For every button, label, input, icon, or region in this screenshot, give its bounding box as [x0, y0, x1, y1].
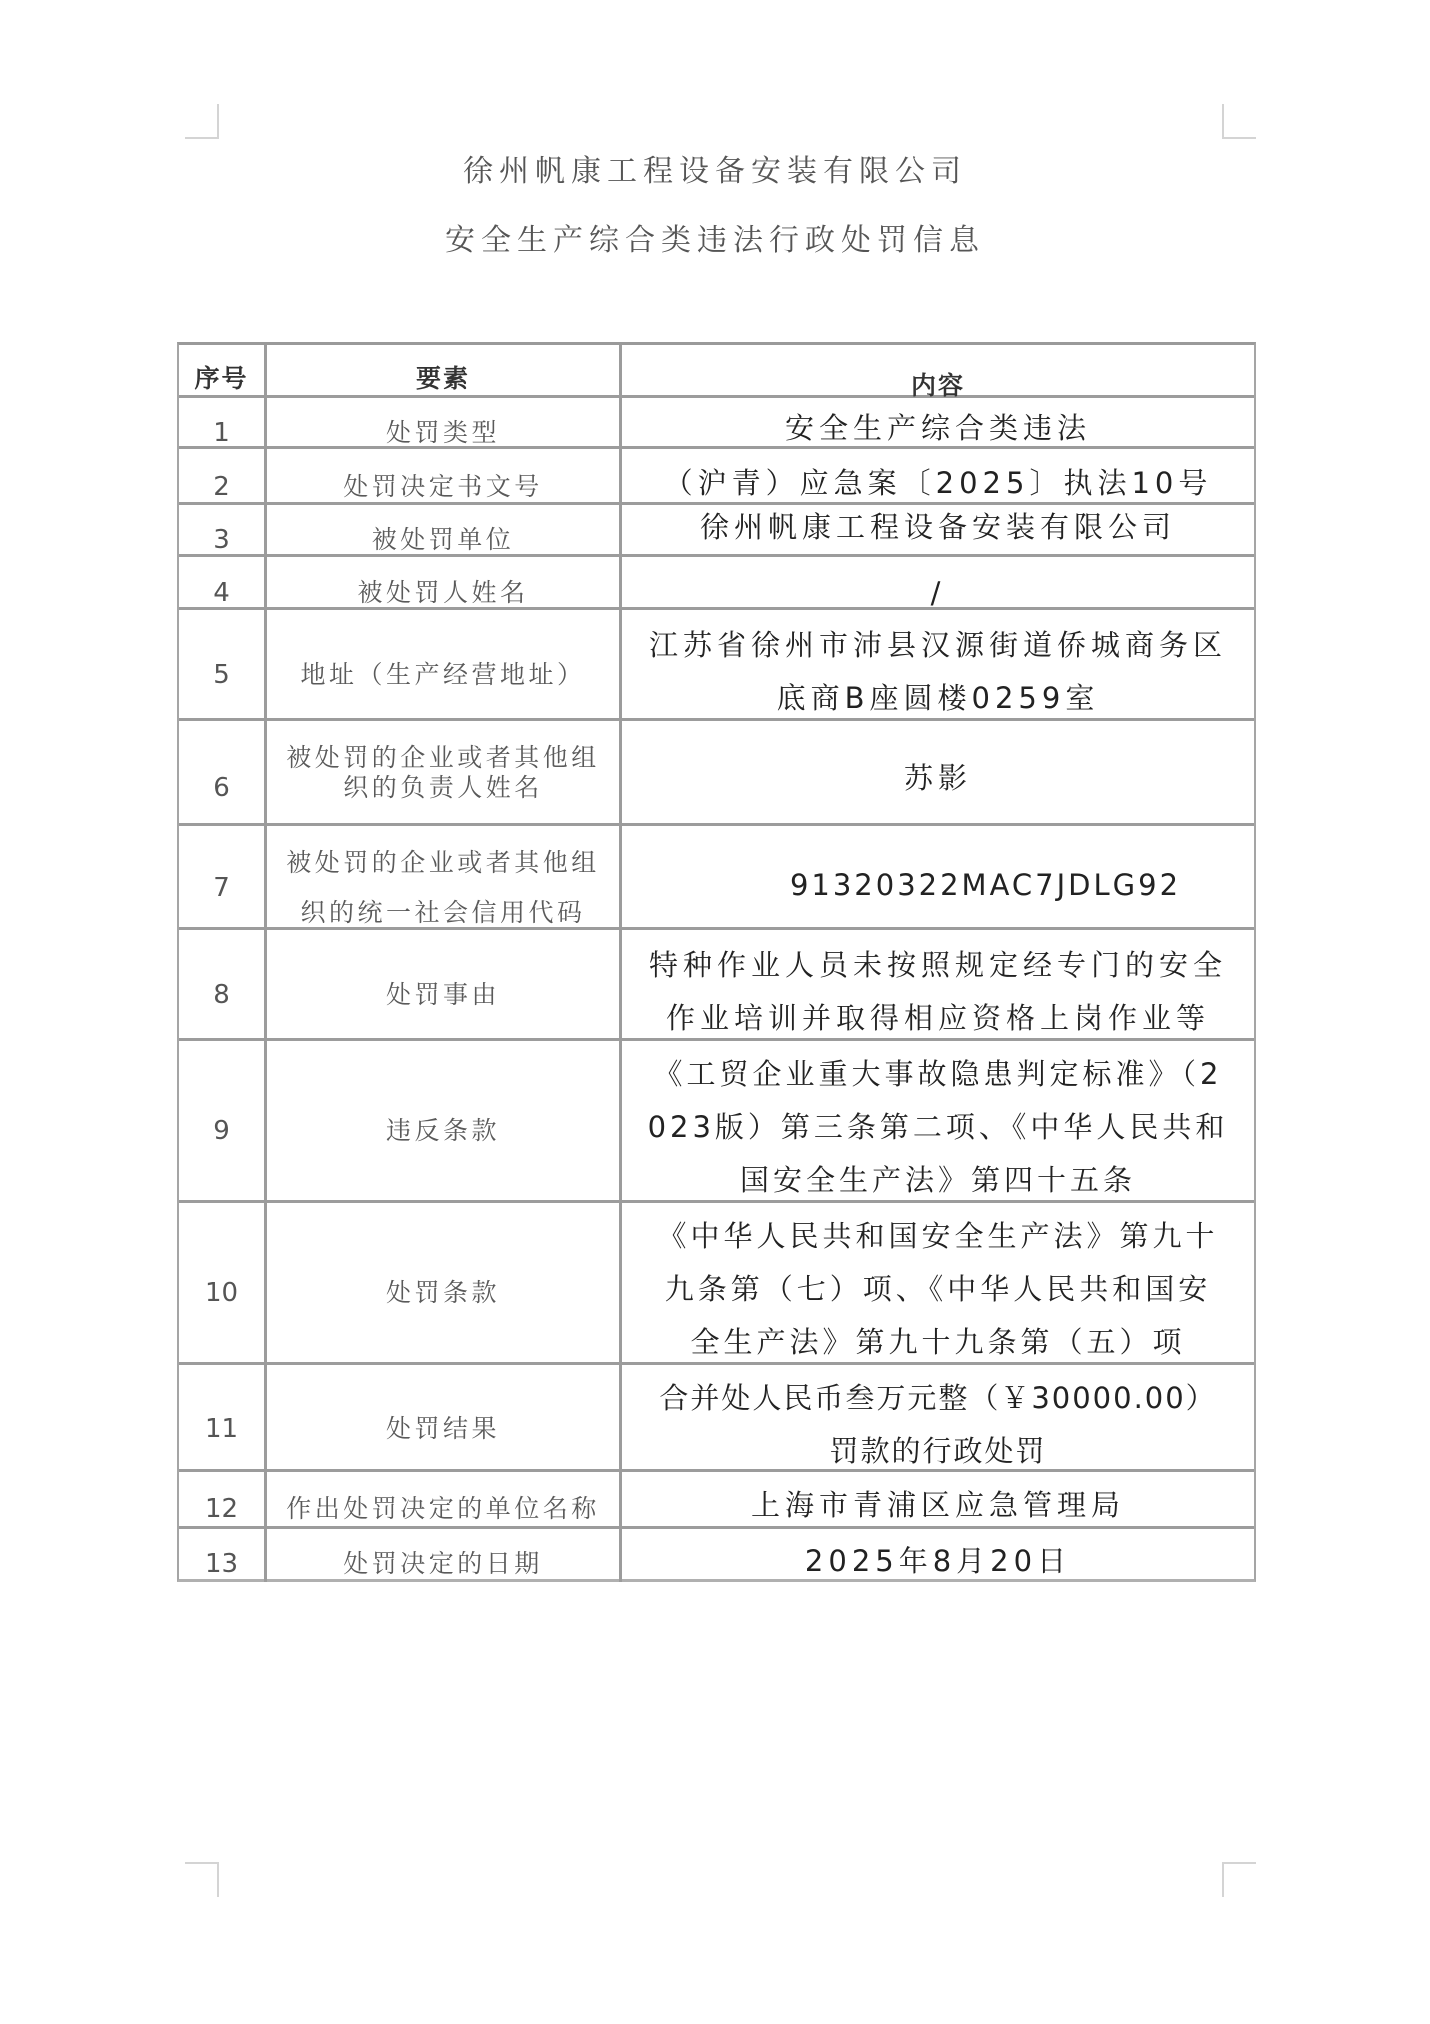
row-index-cell [179, 1365, 267, 1469]
row-index: 10 [204, 1278, 239, 1308]
row-content [622, 1372, 1254, 1478]
row-label-cell [267, 1529, 622, 1582]
row-index: 11 [204, 1414, 239, 1444]
row-label [267, 1273, 619, 1313]
table-header-row [179, 345, 1254, 398]
row-index-cell [179, 1203, 267, 1362]
row-index-cell [179, 1041, 267, 1200]
row-label-cell [267, 505, 622, 554]
row-label-line: 被处罚人姓名 [357, 578, 529, 607]
row-content-line: 徐州帆康工程设备安装有限公司 [699, 510, 1176, 544]
row-content-cell [622, 610, 1254, 718]
table-row [179, 398, 1254, 449]
row-content-cell [622, 1472, 1254, 1526]
page-corner-mark-bottom-left [185, 1862, 219, 1897]
row-content-line: 作业培训并取得相应资格上岗作业等 [665, 1001, 1210, 1035]
table-row [179, 721, 1254, 826]
row-index: 13 [204, 1549, 239, 1579]
row-label-cell [267, 398, 622, 446]
table-row [179, 826, 1254, 930]
row-content-line: 罚款的行政处罚 [829, 1434, 1047, 1468]
row-label [267, 975, 619, 1015]
row-content [622, 1048, 1254, 1207]
row-label-cell [267, 1365, 622, 1469]
header-content-label: 内容 [910, 371, 965, 400]
row-content [622, 501, 1254, 554]
document-title-subject: 安全生产综合类违法行政处罚信息 [445, 223, 985, 258]
row-label-line: 处罚条款 [385, 1278, 500, 1307]
row-content-line: 底商B座圆楼0259室 [776, 681, 1100, 715]
row-content-line: 《工贸企业重大事故隐患判定标准》（2 [653, 1057, 1223, 1091]
row-index: 4 [213, 578, 230, 608]
row-content [622, 402, 1254, 455]
table-row [179, 1203, 1254, 1365]
row-index-cell [179, 826, 267, 927]
row-content-line: 安全生产综合类违法 [784, 411, 1091, 445]
row-content [622, 1535, 1254, 1588]
row-content-line: 全生产法》第九十九条第（五）项 [690, 1325, 1186, 1359]
page-corner-mark-top-right [1222, 104, 1256, 139]
row-content-cell [622, 398, 1254, 446]
row-label [267, 655, 619, 695]
row-content-cell [622, 1041, 1254, 1200]
row-index-cell [179, 505, 267, 554]
row-content-line: 国安全生产法》第四十五条 [739, 1163, 1136, 1197]
row-index-cell [179, 1472, 267, 1526]
row-label-cell [267, 449, 622, 502]
row-content-cell [622, 449, 1254, 502]
row-label [267, 1409, 619, 1449]
header-index-label: 序号 [194, 364, 249, 393]
row-label-line: 织的负责人姓名 [343, 773, 543, 802]
table-row [179, 1472, 1254, 1529]
row-label-cell [267, 1472, 622, 1526]
row-index: 12 [204, 1494, 239, 1524]
row-index: 1 [213, 418, 230, 448]
table-row [179, 449, 1254, 505]
row-content [622, 859, 1254, 912]
row-content-cell [622, 826, 1254, 927]
row-label-line: 处罚结果 [385, 1414, 500, 1443]
row-index-cell [179, 398, 267, 446]
row-index-cell [179, 930, 267, 1038]
row-label-cell [267, 610, 622, 718]
header-cell-content [622, 345, 1254, 400]
document-title-company: 徐州帆康工程设备安装有限公司 [463, 154, 967, 189]
row-label [267, 413, 619, 453]
row-index: 3 [213, 525, 230, 555]
row-label [267, 573, 619, 613]
row-index-cell [179, 610, 267, 718]
row-content-line: 2025年8月20日 [804, 1544, 1072, 1578]
row-label [267, 467, 619, 507]
row-label [267, 1544, 619, 1584]
row-index: 9 [213, 1116, 230, 1146]
row-label-line: 作出处罚决定的单位名称 [286, 1494, 600, 1523]
table-row [179, 557, 1254, 610]
row-content [622, 939, 1254, 1045]
row-content-cell [622, 557, 1254, 610]
row-label [267, 1489, 619, 1529]
row-index-cell [179, 721, 267, 823]
row-label-line: 被处罚的企业或者其他组 [286, 848, 600, 877]
row-label-cell [267, 1203, 622, 1362]
page-corner-mark-top-left [185, 104, 219, 139]
row-content-cell [622, 1529, 1254, 1582]
row-content-line: 苏影 [903, 761, 972, 795]
row-index: 5 [213, 660, 230, 690]
row-content-line: 江苏省徐州市沛县汉源街道侨城商务区 [648, 628, 1227, 662]
row-content [622, 1479, 1254, 1532]
row-content [622, 1210, 1254, 1369]
row-label-line: 处罚类型 [385, 418, 500, 447]
row-label-line: 处罚事由 [385, 980, 500, 1009]
row-label-cell [267, 557, 622, 607]
row-index: 7 [213, 873, 230, 903]
credit-code: 91320322MAC7JDLG92 [789, 868, 1182, 902]
row-index: 2 [213, 472, 230, 502]
row-index-cell [179, 449, 267, 502]
header-cell-index [179, 345, 267, 395]
row-content-line: 《中华人民共和国安全生产法》第九十 [657, 1219, 1219, 1253]
table-row [179, 1529, 1254, 1582]
row-label [267, 743, 619, 803]
header-element-label: 要素 [415, 364, 470, 393]
row-content-line: （沪青）应急案〔2025〕执法10号 [663, 466, 1213, 500]
row-index-cell [179, 557, 267, 607]
row-content-line: 九条第（七）项、《中华人民共和国安 [664, 1272, 1212, 1306]
row-label-cell [267, 930, 622, 1038]
row-label-cell [267, 721, 622, 823]
page-corner-mark-bottom-right [1222, 1862, 1256, 1897]
row-content [622, 619, 1254, 725]
row-content-cell [622, 1203, 1254, 1362]
table-row [179, 930, 1254, 1041]
table-row [179, 505, 1254, 557]
header-cell-element [267, 345, 622, 395]
table-row [179, 610, 1254, 721]
row-label [267, 1111, 619, 1151]
table-row [179, 1041, 1254, 1203]
row-content-line: 特种作业人员未按照规定经专门的安全 [648, 948, 1227, 982]
row-index: 6 [213, 773, 230, 803]
penalty-info-table [177, 342, 1256, 1582]
table-row [179, 1365, 1254, 1472]
row-label-line: 地址（生产经营地址） [300, 660, 586, 689]
row-label-cell [267, 826, 622, 927]
row-content-cell [622, 721, 1254, 823]
row-content-line: 合并处人民币叁万元整（￥30000.00） [659, 1381, 1217, 1415]
row-label [267, 520, 619, 560]
row-label [267, 838, 619, 938]
row-index-cell [179, 1529, 267, 1582]
row-content-line: / [930, 576, 946, 610]
row-content-line: 023版）第三条第二项、《中华人民共和 [647, 1110, 1229, 1144]
row-label-line: 违反条款 [385, 1116, 500, 1145]
row-content-line: 上海市青浦区应急管理局 [750, 1488, 1125, 1522]
row-content-cell [622, 1365, 1254, 1469]
row-label-line: 处罚决定书文号 [343, 472, 543, 501]
row-content [622, 752, 1254, 805]
row-label-line: 被处罚的企业或者其他组 [286, 743, 600, 772]
row-index: 8 [213, 980, 230, 1010]
row-label-line: 织的统一社会信用代码 [300, 898, 586, 927]
row-label-cell [267, 1041, 622, 1200]
row-content-cell [622, 930, 1254, 1038]
row-label-line: 处罚决定的日期 [343, 1549, 543, 1578]
row-content-cell [622, 505, 1254, 554]
row-label-line: 被处罚单位 [371, 525, 515, 554]
